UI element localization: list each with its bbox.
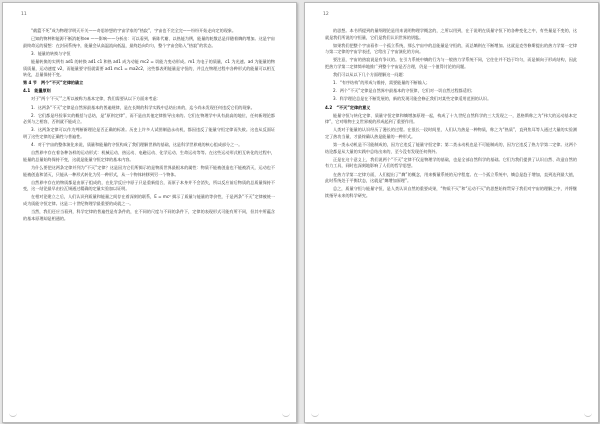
paragraph: 1．这两条“不灭”定律是自然界最基本的普遍规律，是在长期的科学实践中总结出来的，迄今尚未发现任何违反它们的现象。 <box>31 104 255 110</box>
page-number: 12 <box>323 12 329 17</box>
paragraph: 自然界中存在着各种各样的运动形式：机械运动、热运动、电磁运动、化学运动、生命运动等等。在这些运动形式相互转化的过程中，能量的总量始终保持不变，这就是能量守恒定律的基本内容。 <box>23 150 275 162</box>
right-page <box>304 2 599 423</box>
paragraph: 第一类永动机是不可能制成的，因为它违反了能量守恒定律；第二类永动机也是不可能制成的，因为它违反了热力学第二定律。这两个结论都是从大量的实践中总结出来的，至今没有发现任何例外。 <box>325 142 577 154</box>
left-page <box>2 2 297 423</box>
paragraph: 为什么要把这两条定律并列为“不灭”定律？这是因为它们所揭示的是物质世界最根本的属性：物质不能被创造也不能被消灭，运动也不能被创造和消灭，只能从一种形式转化为另一种形式，从一个物体转移到另一个物体。 <box>23 164 275 177</box>
page-corner-mark <box>584 411 592 417</box>
section-heading: 第 4 节 两个“不灭”定律的确立 <box>23 80 84 86</box>
paragraph: 3．这两条定律可以作为判断新理论是否正确的标准。历史上许多人试图制造永动机，都因违反了能量守恒定律而失败。这也从反面证明了这些定律的正确性与普遍性。 <box>23 127 275 139</box>
paragraph: 要注意，宇宙的热寂说是有争议的。在引力系统中熵的行为与一般热力学系统不同，它往往并不趋于均匀，而是倾向于形成结构，因此把热力学第二定律简单地推广到整个宇宙是否合理，仍是一个值得讨论的问题。 <box>325 57 577 69</box>
paragraph: 人类对于能量的认识经历了漫长的过程。在很长一段时间里，人们认为热是一种物质，称之为“热质”，直到焦耳等人通过大量的实验测定了热功当量，才最终确认热是能量的一种形式。 <box>325 127 577 139</box>
page-corner-mark <box>311 411 319 417</box>
page-body-text <box>325 28 577 398</box>
paragraph: 总之，质量守恒与能量守恒，是人类认识自然的重要成果，“物质不灭”和“运动不灭”的思想始终贯穿于我们对宇宙的理解之中，并将继续指导未来的科学研究。 <box>325 186 577 198</box>
paragraph: 自然界中存在的物质都是由原子组成的，在化学反应中原子只是重新组合，而原子本身并不会消失，所以反应前后物质的总质量保持不变，这一结论最早由拉瓦锡通过精确的定量实验加以证明。 <box>23 179 275 192</box>
paragraph: 3．能量的转换与守恒 <box>31 50 71 56</box>
page-body-text <box>23 28 275 398</box>
paragraph: 对于“两个‘不灭’”之所以被称为基本定律，我们需要从以下方面来考虑： <box>31 96 161 102</box>
paragraph: 当然，我们还应当看到，科学定律的普遍性是有条件的，在不同的尺度与不同的条件下，定律的表现形式可能有所不同，但其中所蕴含的基本原理却是相通的。 <box>23 209 275 221</box>
paragraph: 在热力学第二定律方面，人们提出了“熵”的概念，用来衡量系统的无序程度。在一个孤立系统中，熵总是趋于增加，直到达到最大值，此时系统处于平衡状态，这就是“熵增加原理”。 <box>325 171 577 184</box>
paragraph: 如果我们把整个宇宙看作一个孤立系统，那么宇宙中的总能量是守恒的，而总熵则在不断增加。这就是克劳修斯提出的热力学第一定律与第二定律的宇宙学表述，它给出了宇宙演化的方向。 <box>325 42 577 55</box>
page-number: 11 <box>21 12 27 17</box>
paragraph: 正是在这个意义上，我们说两个“不灭”定律不仅是物理学的基础，也是全部自然科学的基础。它们为我们提供了认识自然、改造自然的有力工具，同时也深刻地影响了人们的哲学思想。 <box>325 156 577 169</box>
paragraph: 1．“有序结构”的形成与维持，需要能量的不断输入； <box>333 80 430 86</box>
page-corner-mark <box>9 411 17 417</box>
paragraph: 在相对论建立之后，人们认识到质量和能量之间存在着深刻的联系，E = mc² 揭示了质量与能量的等价性，于是两条“不灭”定律被统一成为质能守恒定律。这是二十世纪物理学最重要的成就之一。 <box>23 194 275 206</box>
paragraph: 的思想。本书所提到的量纲理论是用来说明物理学概念的，之所以用到，在于说明在质量守恒下的各种变化之中，有些量是不变的，这就是我们所说的守恒量，它们是我们认识世界的钥匙。 <box>325 28 577 40</box>
paragraph: 已知的物种和能源不断消耗和ee ——影响——分析出：可以看到，新陈代谢、以热能为例，能量的耗散总是伴随着熵的增加。这是宇宙最终命运的猜想：在封闭系统中，能量会从高温流向低温，最终趋向均匀，整个宇宙会陷入“热寂”的状态。 <box>23 36 275 48</box>
paragraph: 能量守恒与转化定律、质量守恒定律和熵增加原理一起，构成了十九世纪自然科学的三大发现之一，恩格斯称之为“伟大的运动基本定律”，它对唯物主义世界观的形成起到了重要作用。 <box>325 112 577 125</box>
paragraph: 我们可以从以下几个方面理解这一问题： <box>333 72 407 78</box>
section-heading: 4.2 “不灭”定律的意义 <box>325 104 371 110</box>
paragraph: “截篮不死”成为物理学明天开关——奇思妙想的宇宙学家的“热寂”，宇宙也不完全完——纷纷开始走向定的现象。 <box>31 28 236 33</box>
page-corner-mark <box>282 411 290 417</box>
paragraph: 3．科学理论总是在不断发展的，新的发现可能会修正我们对某些定律适用范围的认识。 <box>333 96 492 102</box>
paragraph: 能量转换的实例有 ad1 的转换 ad1 c1 和热 ad1 成为动能 mc2 = 切能力变动形成。m1 为电子的质量，c1 为光速。ad 为能量的物质质量，运动速度 v2，而能量要守恒就需要 ad1 mc1 = ma2c2，这些都表明能量是守恒的，并且在物理过程中各种形式的能量可以相互转化，总量保持不变。 <box>23 58 275 78</box>
paragraph: 2．两个“不灭”定律是自然界中最基本的守恒律，它们对一切自然过程都适用； <box>333 88 475 94</box>
section-heading: 4.1 能量原则 <box>23 88 51 94</box>
paragraph: 4．对于宇宙的整体演化来说，质量和能量的守恒构成了我们理解世界的基础，这是科学世界观的核心组成部分之一。 <box>31 142 243 148</box>
paragraph: 2．它们都是经验事实的概括与总结，是“原则定律”，而不是由其他定律推导出来的。它们在物理学中具有最高的地位，任何新理论都必须与之相容，否则就不能成立。 <box>23 112 275 125</box>
